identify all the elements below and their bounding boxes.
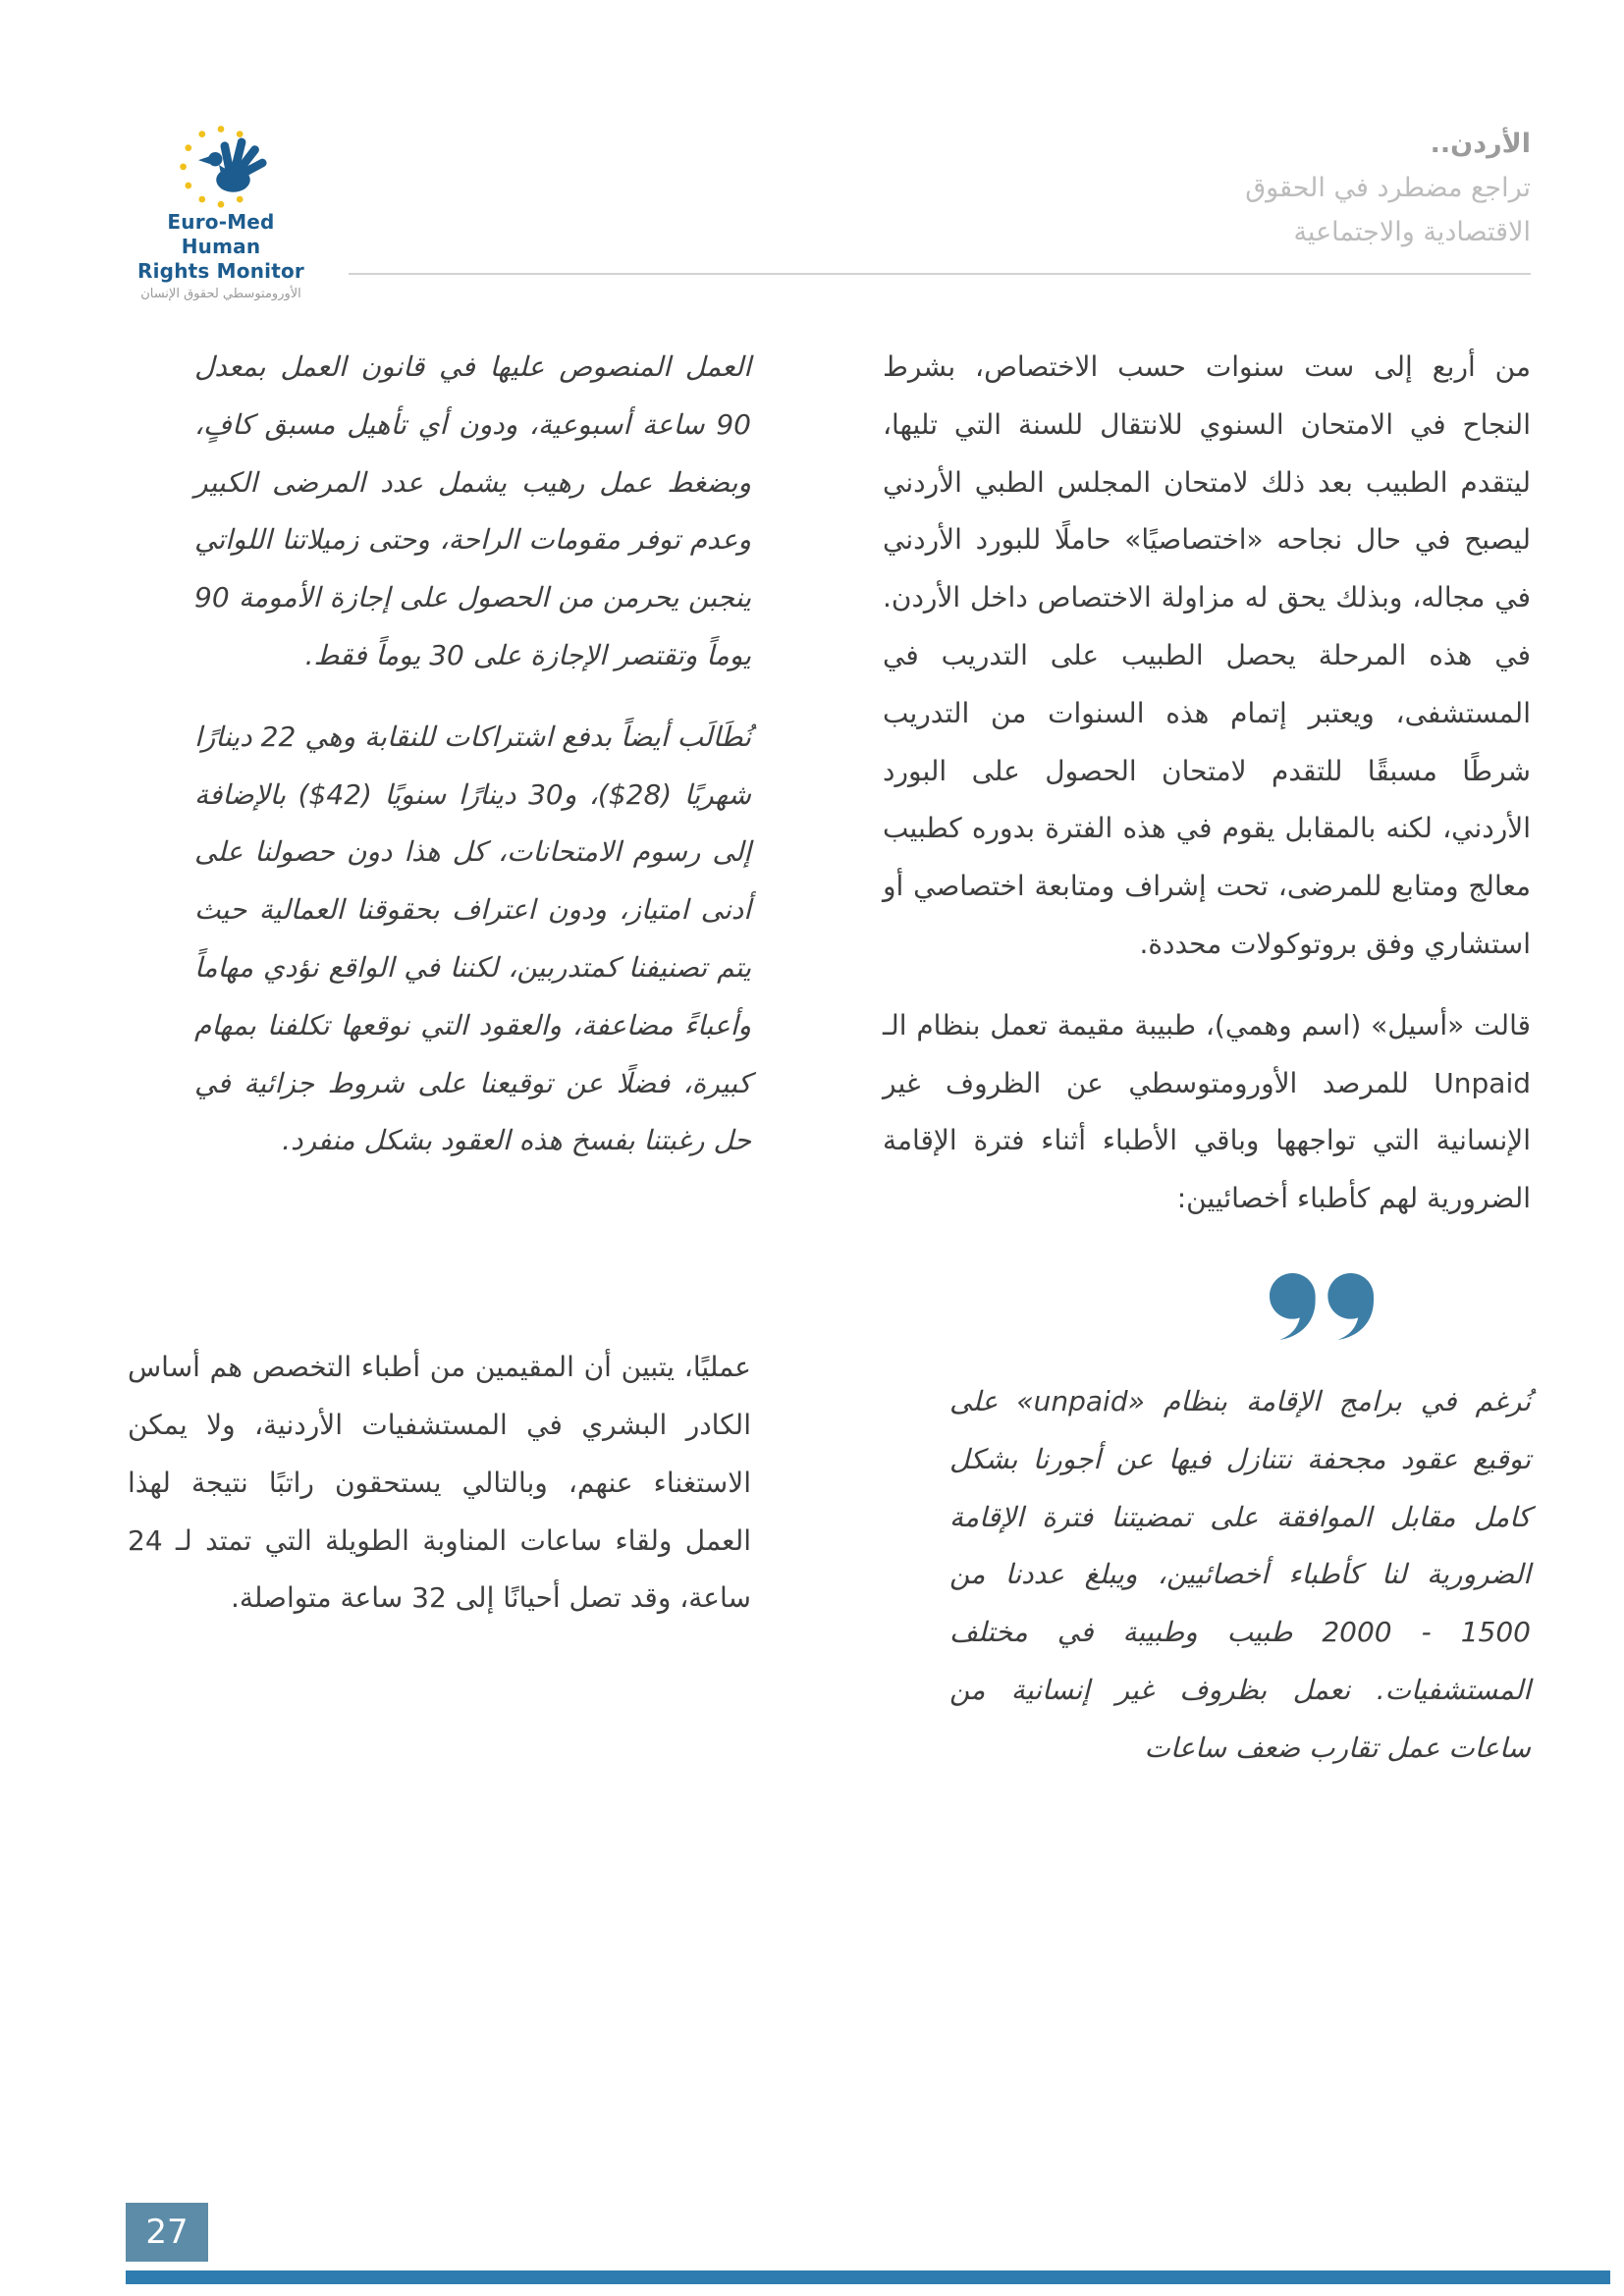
logo-arabic-name: الأورومتوسطي لحقوق الإنسان bbox=[140, 287, 301, 301]
report-header-title bbox=[1245, 122, 1531, 254]
header-divider bbox=[349, 273, 1531, 275]
double-quote-glyph bbox=[1270, 1271, 1374, 1344]
logo-name-line1: Euro-Med Human bbox=[167, 210, 275, 258]
quote-paragraph-1: نُرغم في برامج الإقامة بنظام «unpaid» على توقيع عقود مجحفة نتنازل فيها عن أجورنا بشكل كامل مقابل الموافقة على تمضيتنا فترة الإقامة الضرورية لنا كأطباء أخصائيين، ويبلغ عددنا من 1500 - 2000 طبيب وطبيبة في مختلف المستشفيات. نعمل بظروف غير إنسانية من ساعات عمل تقارب ضعف ساعات bbox=[949, 1384, 1531, 1764]
header-country: الأردن.. bbox=[1430, 129, 1531, 159]
footer-bar bbox=[126, 2270, 1610, 2284]
article-body bbox=[128, 339, 1531, 1801]
header-subtitle-line1: تراجع مضطرد في الحقوق bbox=[1245, 173, 1531, 203]
paragraph-specialization: من أربع إلى ست سنوات حسب الاختصاص، بشرط النجاح في الامتحان السنوي للانتقال للسنة التي تليها، ليتقدم الطبيب بعد ذلك لامتحان المجلس الطبي الأردني ليصبح في حال نجاحه «اختصاصيًا» حاملًا للبورد الأردني في مجاله، وبذلك يحق له مزاولة الاختصاص داخل الأردن. في هذه المرحلة يحصل الطبيب على التدريب في المستشفى، ويعتبر إتمام هذه السنوات من التدريب شرطًا مسبقًا للتقدم لامتحان الحصول على البورد الأردني، لكنه بالمقابل يقوم في هذه الفترة بدوره كطبيب معالج ومتابع للمرضى، تحت إشراف ومتابعة اختصاصي أو استشاري وفق بروتوكولات محددة. bbox=[883, 350, 1531, 960]
logo-name-line2: Rights Monitor bbox=[137, 259, 304, 283]
euromed-logo-icon bbox=[174, 116, 268, 210]
quote-paragraph-2: العمل المنصوص عليها في قانون العمل بمعدل 90 ساعة أسبوعية، ودون أي تأهيل مسبق كافٍ، وبضغط عمل رهيب يشمل عدد المرضى الكبير وعدم توفر مقومات الراحة، وحتى زميلاتنا اللواتي ينجبن يحرمن من الحصول على إجازة الأمومة 90 يوماً وتقتصر الإجازة على 30 يوماً فقط. bbox=[194, 350, 751, 671]
page-header bbox=[128, 116, 1531, 301]
page-number-badge: 27 bbox=[126, 2203, 208, 2262]
quote-icon bbox=[883, 1271, 1531, 1344]
column-right bbox=[883, 339, 1531, 1801]
paragraph-aseel-intro: قالت «أسيل» (اسم وهمي)، طبيبة مقيمة تعمل بنظام الـ Unpaid للمرصد الأورومتوسطي عن الظروف غير الإنسانية التي تواجهها وباقي الأطباء أثناء فترة الإقامة الضرورية لهم كأطباء أخصائيين: bbox=[883, 1008, 1531, 1215]
column-left bbox=[128, 339, 751, 1801]
paragraph-closing: عمليًا، يتبين أن المقيمين من أطباء التخصص هم أساس الكادر البشري في المستشفيات الأردنية، ولا يمكن الاستغناء عنهم، وبالتالي يستحقون راتبًا نتيجة لهذا العمل ولقاء ساعات المناوبة الطويلة التي تمتد لـ 24 ساعة، وقد تصل أحيانًا إلى 32 ساعة متواصلة. bbox=[128, 1351, 751, 1615]
quote-paragraph-3: نُطَالَب أيضاً بدفع اشتراكات للنقابة وهي 22 دينارًا شهريًا (28$)، و30 دينارًا سنويًا (42$) بالإضافة إلى رسوم الامتحانات، كل هذا دون حصولنا على أدنى امتياز، ودون اعتراف بحقوقنا العمالية حيث يتم تصنيفنا كمتدربين، لكننا في الواقع نؤدي مهاماً وأعباءً مضاعفة، والعقود التي نوقعها تكلفنا بمهام كبيرة، فضلًا عن توقيعنا على شروط جزائية في حل رغبتنا بفسخ هذه العقود بشكل منفرد. bbox=[194, 720, 751, 1157]
header-subtitle-line2: الاقتصادية والاجتماعية bbox=[1293, 217, 1531, 247]
euromed-logo bbox=[128, 116, 314, 301]
